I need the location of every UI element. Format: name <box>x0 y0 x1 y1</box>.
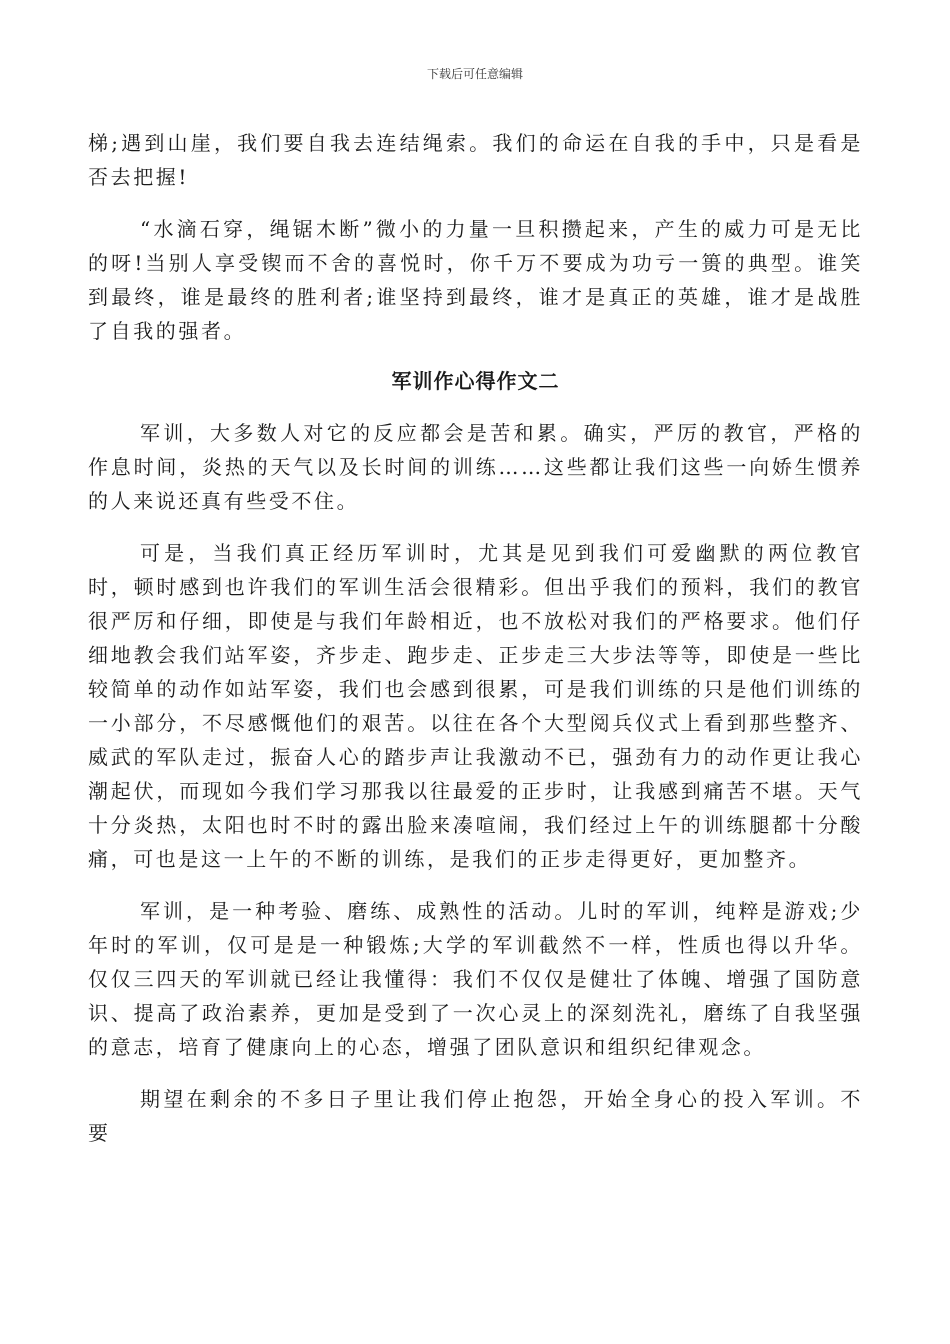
section-title: 军训作心得作文二 <box>391 369 560 393</box>
paragraph-meaning: 军训，是一种考验、磨练、成熟性的活动。儿时的军训，纯粹是游戏;少年时的军训，仅可是是一种锻炼;大学的军训截然不一样，性质也得以升华。仅仅三四天的军训就已经让我懂得：我们不仅仅是健壮了体魄、增强了国防意识、提高了政治素养，更加是受到了一次心灵上的深刻洗礼，磨练了自我坚强的意志，培育了健康向上的心态，增强了团队意识和组织纪律观念。 <box>88 899 863 1059</box>
paragraph-continuation: 梯;遇到山崖，我们要自我去连结绳索。我们的命运在自我的手中，只是看是否去把握! <box>88 131 863 189</box>
page-header: 下载后可任意编辑 <box>426 67 523 81</box>
paragraph-water-drop: “水滴石穿，绳锯木断”微小的力量一旦积攒起来，产生的威力可是无比的呀!当别人享受锲而不舍的喜悦时，你千万不要成为功亏一篑的典型。谁笑到最终，谁是最终的胜利者;谁坚持到最终，谁才是真正的英雄，谁才是战胜了自我的强者。 <box>88 217 863 343</box>
document-body <box>88 126 863 1168</box>
paragraph-hope: 期望在剩余的不多日子里让我们停止抱怨，开始全身心的投入军训。不要 <box>88 1087 863 1145</box>
paragraph-instructors: 可是，当我们真正经历军训时，尤其是见到我们可爱幽默的两位教官时，顿时感到也许我们的军训生活会很精彩。但出乎我们的预料，我们的教官很严厉和仔细，即使是与我们年龄相近，也不放松对我们的严格要求。他们仔细地教会我们站军姿，齐步走、跑步走、正步走三大步法等等，即使是一些比较简单的动作如站军姿，我们也会感到很累，可是我们训练的只是他们训练的一小部分，不尽感慨他们的艰苦。以往在各个大型阅兵仪式上看到那些整齐、威武的军队走过，振奋人心的踏步声让我激动不已，强劲有力的动作更让我心潮起伏，而现如今我们学习那我以往最爱的正步时，让我感到痛苦不堪。天气十分炎热，太阳也时不时的露出脸来凑喧闹，我们经过上午的训练腿都十分酸痛，可也是这一上午的不断的训练，是我们的正步走得更好，更加整齐。 <box>88 541 863 871</box>
paragraph-training-intro: 军训，大多数人对它的反应都会是苦和累。确实，严厉的教官，严格的作息时间，炎热的天气以及长时间的训练……这些都让我们这些一向娇生惯养的人来说还真有些受不住。 <box>88 421 863 513</box>
